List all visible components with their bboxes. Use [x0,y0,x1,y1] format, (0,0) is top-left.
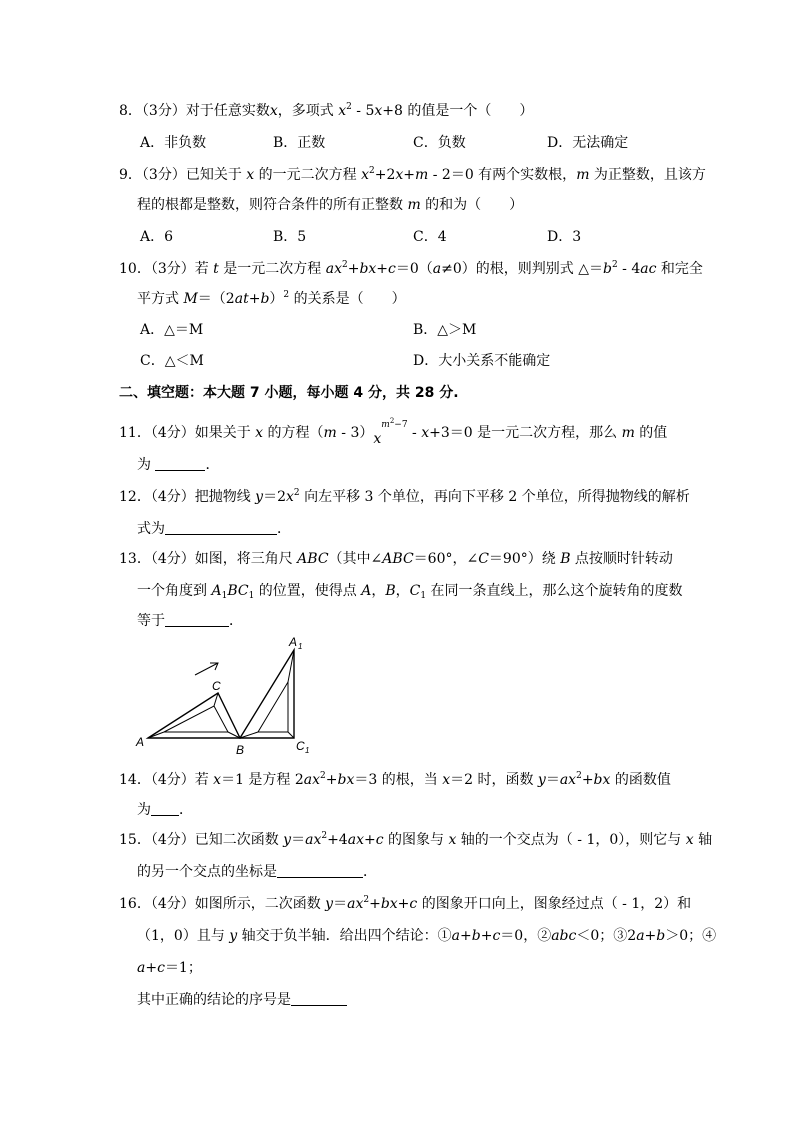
q12-answer-blank[interactable] [165,520,277,535]
q9-option-d: D．3 [547,229,582,245]
q10-option-d: D．大小关系不能确定 [413,353,551,369]
section-heading-fill-blank: 二、填空题：本大题 7 小题，每小题 4 分，共 28 分. [119,385,459,401]
q9-option-b: B．5 [273,229,307,245]
question-14: 14．（4分）若 x＝1 是方程 $2ax^2+bx=3$ 的根，当 x＝2 时，函数 $y=ax^2+bx$ 的函数值 [119,771,671,788]
label-a: A [136,735,145,749]
question-16: 16．（4分）如图所示，二次函数 $y=ax^2+bx+c$ 的图象开口向上，图象经过点（ - 1，2）和 [119,895,692,912]
triangle-a1bc1-inner [258,682,288,732]
triangle-abc-inner [164,706,228,732]
q8-option-a: A．非负数 [140,135,207,151]
question-16-cont-3: 其中正确的结论的序号是 [137,990,347,1010]
question-10: 10．（3分）若 t 是一元二次方程 $ax^2+bx+c=0(a\ne 0)$的根，则判别式 $\triangle=b^2 - 4ac$ 和完全 [119,260,703,277]
question-15: 15．（4分）已知二次函数 $y=ax^2+4ax+c$ 的图象与 x 轴的一个交点为（ - 1，0），则它与 x 轴 [119,831,713,848]
q8-option-d: D．无法确定 [547,135,629,151]
q8-number: 8．（3分）对于任意实数 [119,103,270,119]
question-15-cont: 的另一个交点的坐标是 ． [137,864,377,880]
q10-option-c: C．△＜M [140,353,204,369]
triangle-abc [148,693,240,738]
label-c1: C [296,739,305,753]
question-9-cont: 程的根都是整数，则符合条件的所有正整数 m 的和为（ ） [137,197,524,213]
label-c: C [212,679,221,693]
q8-option-c: C．负数 [413,135,466,151]
label-a1-sub: 1 [298,642,303,651]
question-16-cont: （1，0）且与 y 轴交于负半轴．给出四个结论：①a+b+c＝0，②abc＜0；③2a+b＞0；④ [137,928,717,944]
q14-answer-blank[interactable] [151,801,179,816]
q9-option-a: A．6 [140,229,174,245]
question-16-cont-2: a+c＝1； [137,960,202,976]
question-11-cont: 为 ． [137,457,220,473]
question-13: 13．（4分）如图，将三角尺 ABC（其中∠ABC＝60°，∠C＝90°）绕 B 点按顺时针转动 [119,551,673,567]
q9-option-c: C．4 [413,229,447,245]
question-10-cont: 平方式 $M=(2at+b)^2$ 的关系是（ ） [137,290,406,307]
label-c1-sub: 1 [305,746,310,755]
question-12-cont: 式为 ． [137,521,291,537]
question-13-cont: 一个角度到 $A_1BC_1$ 的位置，使得点 A，B，$C_1$ 在同一条直线上，那么这个旋转角的度数 [137,583,683,601]
q10-option-b: B．△＞M [413,322,477,338]
label-a1: A [289,635,298,649]
label-b: B [236,743,245,757]
triangle-a1bc1 [240,650,294,738]
q8-option-b: B．正数 [273,135,326,151]
question-8: 8．（3分）对于任意实数x，多项式 $x^2 - 5x+8$ 的值是一个（ ） [119,102,534,119]
q15-answer-blank[interactable] [277,863,363,878]
q13-triangle-diagram [130,630,320,758]
q13-answer-blank[interactable] [165,612,229,627]
question-11: 11．（4分）如果关于 x 的方程$(m - 3)x^{m^2-7} - x+3=0$ 是一元二次方程，那么 m 的值 [119,417,668,447]
question-14-cont: 为 ． [137,802,193,818]
question-12: 12．（4分）把抛物线 $y=2x^2$ 向左平移 3 个单位，再向下平移 2 个单位，所得抛物线的解析 [119,488,690,505]
q10-option-a: A．△＝M [140,322,204,338]
question-9: 9．（3分）已知关于 x 的一元二次方程 $x^2+2x+m - 2=0$ 有两个实数根，m 为正整数，且该方 [119,166,706,183]
rotation-arrow-icon [195,663,218,675]
q16-answer-blank[interactable] [291,991,347,1006]
q11-answer-blank[interactable] [155,456,205,471]
question-13-cont-2: 等于 ． [137,613,243,629]
